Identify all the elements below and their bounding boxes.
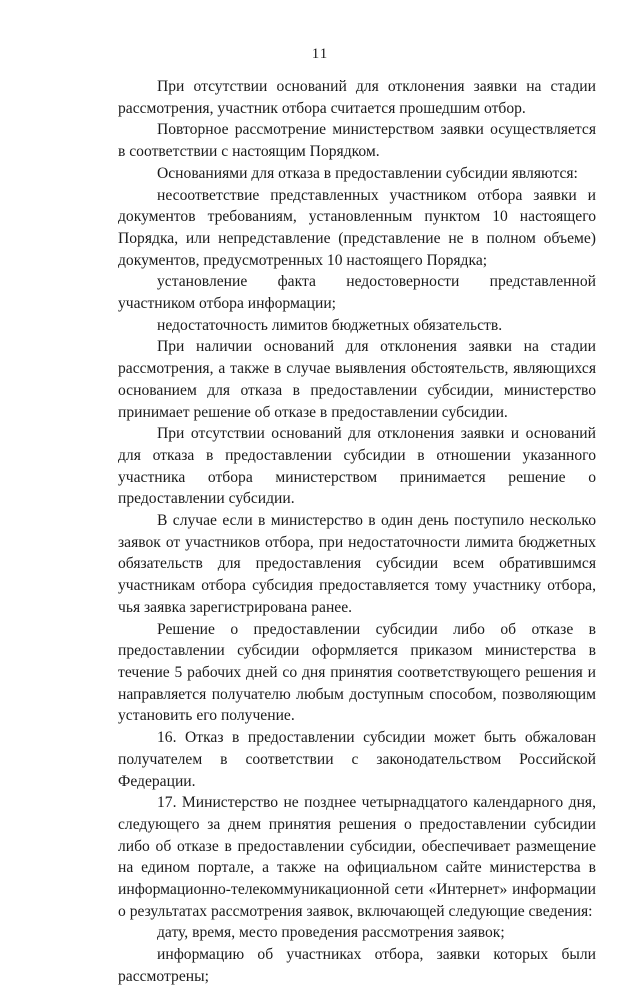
paragraph-5: установление факта недостоверности представленной участником отбора информации; <box>118 273 596 313</box>
page-number: 11 <box>311 46 329 62</box>
paragraph-4: несоответствие представленных участником отбора заявки и документов требованиям, установленным пунктом 10 настоящего Порядка, или непредставление (представление не в полном объеме) документов, предусмотренных 10 настоящего Порядка; <box>118 186 596 269</box>
paragraph-2: Повторное рассмотрение министерством заявки осуществляется в соответствии с настоящим Порядком. <box>118 121 596 161</box>
paragraph-10: Решение о предоставлении субсидии либо об отказе в предоставлении субсидии оформляется приказом министерства в течение 5 рабочих дней со дня принятия соответствующего решения и направляется получателю любым доступным способом, позволяющим установить его получение. <box>118 620 596 725</box>
paragraph-7: При наличии оснований для отклонения заявки на стадии рассмотрения, а также в случае выявления обстоятельств, являющихся основанием для отказа в предоставлении субсидии, министерство принимает решение об отказе в предоставлении субсидии. <box>118 338 596 421</box>
document-body <box>118 76 596 988</box>
paragraph-6: недостаточность лимитов бюджетных обязательств. <box>157 316 503 334</box>
paragraph-13: дату, время, место проведения рассмотрения заявок; <box>157 924 505 942</box>
paragraph-14: информацию об участниках отбора, заявки которых были рассмотрены; <box>118 946 596 985</box>
paragraph-1: При отсутствии оснований для отклонения заявки на стадии рассмотрения, участник отбора считается прошедшим отбор. <box>118 78 596 117</box>
paragraph-9: В случае если в министерство в один день поступило несколько заявок от участников отбора, при недостаточности лимита бюджетных обязательств для предоставления субсидии всем обратившимся участникам отбора субсидия предоставляется тому участнику отбора, чья заявка зарегистрирована ранее. <box>118 512 596 616</box>
paragraph-11: 16. Отказ в предоставлении субсидии может быть обжалован получателем в соответствии с законодательством Российской Федерации. <box>118 729 596 790</box>
paragraph-8: При отсутствии оснований для отклонения заявки и оснований для отказа в предоставлении субсидии в отношении указанного участника отбора министерством принимается решение о предоставлении субсидии. <box>118 425 596 508</box>
paragraph-3: Основаниями для отказа в предоставлении субсидии являются: <box>157 164 578 182</box>
paragraph-12: 17. Министерство не позднее четырнадцатого календарного дня, следующего за днем принятия решения о предоставлении субсидии либо об отказе в предоставлении субсидии, обеспечивает размещение на едином портале, а также на официальном сайте министерства в информационно-телекоммуникационной сети «Интернет» информации о результатах рассмотрения заявок, включающей следующие сведения: <box>118 794 596 920</box>
